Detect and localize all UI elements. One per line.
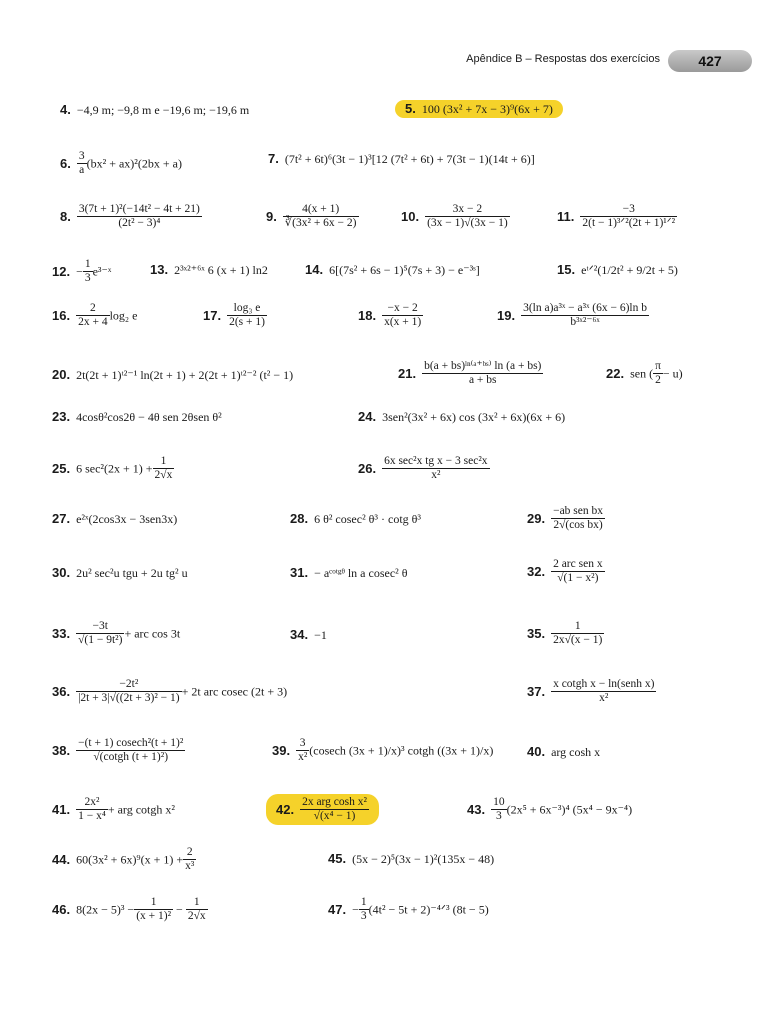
answer-37: 37. $\frac{\text{x cotgh x − ln(senh x)}}{\text{x²}}$ — [527, 678, 655, 704]
answer-32-fraction: $\frac{\text{2 arc sen x}}{\text{√(1 − x²)}}$ — [553, 558, 603, 584]
answer-35-fraction: $\frac{1}{2x√(x - 1)}$ — [553, 620, 603, 646]
answer-37-fraction: $\frac{\text{x cotgh x − ln(senh x)}}{\text{x²}}$ — [553, 678, 655, 704]
answer-16-fraction: $\frac{2}{2x + 4}$ — [78, 302, 108, 328]
answer-19-fraction: $\frac{\text{3(ln a)a³ˣ − a³ˣ (6x − 6)ln b}}{\text{b³ˣ²⁻⁶ˣ}}$ — [523, 302, 647, 328]
answer-46-fraction-2: $\frac{1}{2√x}$ — [187, 896, 206, 922]
answer-5-text: 100 (3x² + 7x − 3)⁹(6x + 7) — [421, 102, 553, 116]
answer-47-fraction: $\frac{1}{3}$ — [360, 896, 367, 922]
answer-45: 45. (5x − 2)⁵(3x − 1)²(135x − 48) — [328, 851, 495, 866]
answer-17-fraction: $\frac{\text{log₃ e}}{2(s + 1)}$ — [229, 302, 265, 328]
answer-25-fraction: $\frac{1}{2√x}$ — [154, 455, 173, 481]
answer-47: 47. − $\frac{1}{3}$ (4t² − 5t + 2)⁻⁴ᐟ³ (8t − 5) — [328, 896, 489, 922]
page-number-badge: 427 — [668, 50, 752, 72]
answer-43-fraction: $\frac{10}{3}$ — [493, 796, 505, 822]
answer-42: 42. $\frac{\text{2x arg cosh x²}}{\text{√(x⁴ − 1)}}$ — [266, 794, 379, 825]
answer-6: 6. $\frac{3}{a}$ (bx² + ax)²(2bx + a) — [60, 150, 182, 176]
answer-30: 30. 2u² sec²u tgu + 2u tg² u — [52, 565, 188, 580]
answer-35: 35. $\frac{1}{2x√(x - 1)}$ — [527, 620, 603, 646]
answer-42-fraction: $\frac{\text{2x arg cosh x²}}{\text{√(x⁴ − 1)}}$ — [302, 796, 367, 822]
answer-22-fraction: $\frac{\pi}{2}$ — [655, 360, 661, 386]
answer-8-fraction: $\frac{\text{3(7t + 1)²(−14t² − 4t + 21)}}{\text{(2t² − 3)⁴}}$ — [78, 203, 200, 229]
answer-18-fraction: $\frac{-x - 2}{x(x + 1)}$ — [384, 302, 422, 328]
answer-7: 7. (7t² + 6t)⁶(3t − 1)³[12 (7t² + 6t) + 7(3t − 1)(14t + 6)] — [268, 151, 535, 166]
answer-28: 28. 6 θ² cosec² θ³ · cotg θ³ — [290, 511, 422, 526]
answer-44: 44. 60(3x² + 6x)⁹(x + 1) + $\frac{2}{\text{x³}}$ — [52, 846, 195, 872]
answer-19: 19. $\frac{\text{3(ln a)a³ˣ − a³ˣ (6x − 6)ln b}}{\text{b³ˣ²⁻⁶ˣ}}$ — [497, 302, 647, 328]
answer-41-fraction: $\frac{\text{2x²}}{\text{1 − x⁴}}$ — [78, 796, 106, 822]
answer-21: 21. $\frac{\text{b(a + bs)ˡⁿ⁽ᵃ⁺ᵇˢ⁾ ln (a + bs)}}{a + bs}$ — [398, 360, 542, 386]
answer-27: 27. e²ˣ(2cos3x − 3sen3x) — [52, 511, 178, 526]
answer-22: 22. sen ( $\frac{\pi}{2}$ − u) — [606, 360, 683, 386]
answer-14: 14. 6[(7s² + 6s − 1)⁵(7s + 3) − e⁻³ˢ] — [305, 262, 480, 277]
header-title: Apêndice B – Respostas dos exercícios — [466, 53, 660, 65]
answer-26: 26. $\frac{\text{6x sec²x tg x − 3 sec²x}}{\text{x²}}$ — [358, 455, 488, 481]
answer-29-fraction: $\frac{\text{−ab sen bx}}{\text{2√(cos bx)}}$ — [553, 505, 603, 531]
answer-8: 8. $\frac{\text{3(7t + 1)²(−14t² − 4t + 21)}}{\text{(2t² − 3)⁴}}$ — [60, 203, 200, 229]
answer-38-fraction: $\frac{\text{−(t + 1) cosech²(t + 1)²}}{\text{√(cotgh (t + 1)²)}}$ — [78, 737, 184, 763]
answer-15: 15. eᵗᐟ²(1/2t² + 9/2t + 5) — [557, 262, 678, 277]
answer-38: 38. $\frac{\text{−(t + 1) cosech²(t + 1)²}}{\text{√(cotgh (t + 1)²)}}$ — [52, 737, 184, 763]
answer-43: 43. $\frac{10}{3}$ (2x⁵ + 6x⁻³)⁴ (5x⁴ − 9x⁻⁴) — [467, 796, 633, 822]
answer-23: 23. 4cosθ²cos2θ − 4θ sen 2θsen θ² — [52, 409, 222, 424]
answer-41: 41. $\frac{\text{2x²}}{\text{1 − x⁴}}$ + arg cotgh x² — [52, 796, 175, 822]
answer-4: 4. −4,9 m; −9,8 m e −19,6 m; −19,6 m — [60, 102, 250, 117]
answer-12: 12. − $\frac{1}{3}$ e³⁻ˣ — [52, 258, 112, 284]
answer-39: 39. $\frac{3}{\text{x²}}$ (cosech (3x + 1)/x)³ cotgh ((3x + 1)/x) — [272, 737, 494, 763]
answer-5: 5. 100 (3x² + 7x − 3)⁹(6x + 7) — [395, 100, 563, 118]
answer-36-fraction: $\frac{\text{−2t²}}{\text{|2t + 3|√((2t + 3)² − 1)}}$ — [78, 678, 180, 704]
answer-25: 25. 6 sec²(2x + 1) + $\frac{1}{2√x}$ — [52, 455, 173, 481]
answer-10-fraction: $\frac{3x - 2}{(3x - 1)√(3x - 1)}$ — [427, 203, 508, 229]
answer-33-fraction: $\frac{-3t}{\text{√(1 − 9t²)}}$ — [78, 620, 123, 646]
answer-24: 24. 3sen²(3x² + 6x) cos (3x² + 6x)(6x + 6) — [358, 409, 566, 424]
answer-46: 46. 8(2x − 5)³ − $\frac{1}{\text{(x + 1)²}}$ − $\frac{1}{2√x}$ — [52, 896, 206, 922]
answer-17: 17. $\frac{\text{log₃ e}}{2(s + 1)}$ — [203, 302, 265, 328]
answer-7-text: (7t² + 6t)⁶(3t − 1)³[12 (7t² + 6t) + 7(3t − 1)(14t + 6)] — [284, 152, 535, 166]
answer-9: 9. $\frac{4(x + 1)}{\text{∛(3x² + 6x − 2)}}$ — [266, 203, 357, 229]
answer-10: 10. $\frac{3x - 2}{(3x - 1)√(3x - 1)}$ — [401, 203, 508, 229]
answer-11-fraction: $\frac{-3}{\text{2(t − 1)³ᐟ²(2t + 1)¹ᐟ²}}$ — [582, 203, 676, 229]
answer-40: 40. arg cosh x — [527, 744, 601, 759]
answer-9-fraction: $\frac{4(x + 1)}{\text{∛(3x² + 6x − 2)}}$ — [284, 203, 357, 229]
answer-33: 33. $\frac{-3t}{\text{√(1 − 9t²)}}$ + arc cos 3t — [52, 620, 181, 646]
answer-34: 34. −1 — [290, 627, 327, 642]
page-header — [452, 50, 752, 72]
answer-21-fraction: $\frac{\text{b(a + bs)ˡⁿ⁽ᵃ⁺ᵇˢ⁾ ln (a + bs)}}{a + bs}$ — [424, 360, 542, 386]
answer-39-fraction: $\frac{3}{\text{x²}}$ — [298, 737, 308, 763]
answer-11: 11. $\frac{-3}{\text{2(t − 1)³ᐟ²(2t + 1)¹ᐟ²}}$ — [557, 203, 676, 229]
answer-46-fraction-1: $\frac{1}{\text{(x + 1)²}}$ — [136, 896, 172, 922]
answer-29: 29. $\frac{\text{−ab sen bx}}{\text{2√(cos bx)}}$ — [527, 505, 603, 531]
answer-20: 20. 2t(2t + 1)ᵗ²⁻¹ ln(2t + 1) + 2(2t + 1)ᵗ²⁻² (t² − 1) — [52, 367, 294, 382]
answer-13: 13. 2³ˣ²⁺⁶ˣ 6 (x + 1) ln2 — [150, 262, 268, 277]
answer-36: 36. $\frac{\text{−2t²}}{\text{|2t + 3|√((2t + 3)² − 1)}}$ + 2t arc cosec (2t + 3) — [52, 678, 288, 704]
answer-26-fraction: $\frac{\text{6x sec²x tg x − 3 sec²x}}{\text{x²}}$ — [384, 455, 488, 481]
answer-31: 31. − aᶜᵒᵗᵍᶿ ln a cosec² θ — [290, 565, 408, 580]
answer-44-fraction: $\frac{2}{\text{x³}}$ — [185, 846, 195, 872]
answer-18: 18. $\frac{-x - 2}{x(x + 1)}$ — [358, 302, 422, 328]
answer-16: 16. $\frac{2}{2x + 4}$ log₂ e — [52, 302, 138, 328]
answer-4-text: −4,9 m; −9,8 m e −19,6 m; −19,6 m — [76, 103, 250, 117]
answer-32: 32. $\frac{\text{2 arc sen x}}{\text{√(1 − x²)}}$ — [527, 558, 603, 584]
answer-6-fraction: $\frac{3}{a}$ — [78, 150, 85, 176]
answer-12-fraction: $\frac{1}{3}$ — [84, 258, 91, 284]
